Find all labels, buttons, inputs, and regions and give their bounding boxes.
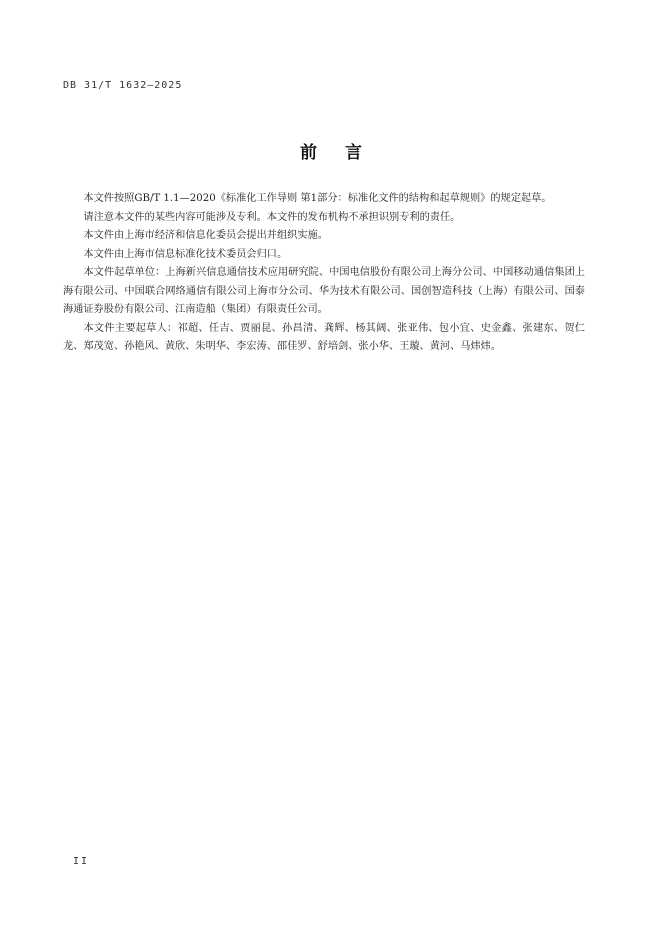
page-number: II (73, 856, 90, 867)
paragraph-drafters: 本文件主要起草人：祁超、任吉、贾丽昆、孙昌清、龚辉、杨其阔、张亚伟、包小宜、史金鑫、张建东、贺仁龙、郑茂宽、孙艳风、黄欣、朱明华、李宏涛、邵佳罗、舒培剑、张小华、王璇、黄河、马炜炜。 (63, 322, 585, 352)
foreword-body (63, 190, 585, 357)
paragraph-centralized-unit: 本文件由上海市信息标准化技术委员会归口。 (83, 248, 288, 260)
page-title: 前言 (300, 143, 390, 163)
paragraph-proposer: 本文件由上海市经济和信息化委员会提出并组织实施。 (83, 230, 328, 241)
paragraph-patent-notice: 请注意本文件的某些内容可能涉及专利。本文件的发布机构不承担识别专利的责任。 (83, 211, 461, 223)
paragraph-standard-basis: 本文件按照GB/T 1.1—2020《标准化工作导则 第1部分：标准化文件的结构和起草规则》的规定起草。 (83, 193, 552, 204)
paragraph-drafting-units: 本文件起草单位：上海新兴信息通信技术应用研究院、中国电信股份有限公司上海分公司、中国移动通信集团上海有限公司、中国联合网络通信有限公司上海市分公司、华为技术有限公司、国创智造科技（上海）有限公司、国泰海通证券股份有限公司、江南造船（集团）有限责任公司。 (63, 267, 585, 315)
document-number: DB 31/T 1632—2025 (63, 80, 183, 91)
